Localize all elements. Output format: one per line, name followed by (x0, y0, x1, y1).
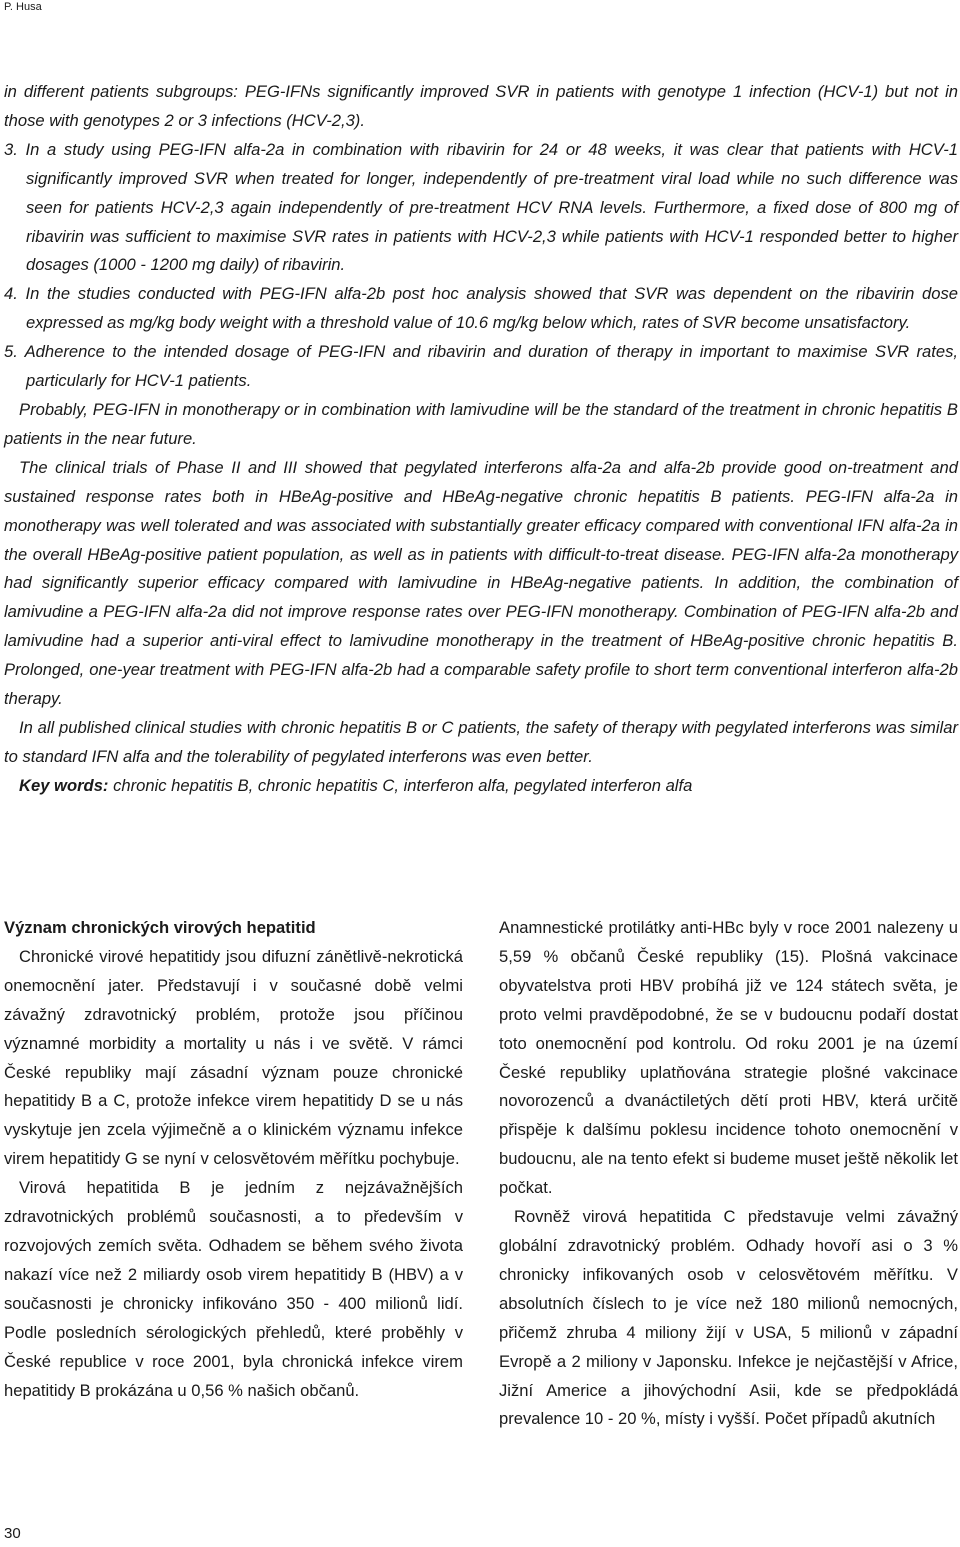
abstract-point-5: 5. Adherence to the intended dosage of PEG-IFN and ribavirin and duration of therapy in important to maximise SVR rates, particularly for HCV-1 patients. (4, 342, 958, 391)
abstract-paragraph-hbv-outlook: Probably, PEG-IFN in monotherapy or in combination with lamivudine will be the standard of the treatment in chronic hepatitis B patients in the near future. (4, 399, 958, 448)
right-paragraph-hepatitis-c: Rovněž virová hepatitida C představuje velmi závažný globální zdravotnický problém. Odhady hovoří asi o 3 % chronicky infikovaných osob v celosvětovém měřítku. V absolutních číslech to je více než 180 milionů nemocných, přičemž zhruba 4 miliony žijí v USA, 5 milionů v západní Evropě a 2 miliony v Japonsku. Infekce je nejčastější v Africe, Jižní Americe a jihovýchodní Asii, kde se předpokládá prevalence 10 - 20 %, místy i vyšší. Počet případů akutních (499, 1207, 958, 1429)
page-number: 30 (4, 1525, 21, 1542)
right-column (499, 914, 958, 1434)
abstract-point-3: 3. In a study using PEG-IFN alfa-2a in combination with ribavirin for 24 or 48 weeks, it was clear that patients with HCV-1 significantly improved SVR when treated for longer, independently of pre-treatment viral load while no such difference was seen for patients HCV-2,3 again independently of pre-treatment HCV RNA levels. Furthermore, a fixed dose of 800 mg of ribavirin was sufficient to maximise SVR rates in patients with HCV-2,3 while patients with HCV-1 responded better to higher dosages (1000 - 1200 mg daily) of ribavirin. (4, 139, 958, 275)
abstract-paragraph-clinical-trials: The clinical trials of Phase II and III showed that pegylated interferons alfa-2a and alfa-2b provide good on-treatment and sustained response rates both in HBeAg-positive and HBeAg-negative chronic hepatitis B patients. PEG-IFN alfa-2a in monotherapy was well tolerated and was associated with substantially greater efficacy compared with conventional IFN alfa-2a in the overall HBeAg-positive patient population, as well as in patients with difficult-to-treat disease. PEG-IFN alfa-2a monotherapy had significantly superior efficacy compared with lamivudine in HBeAg-negative patients. In addition, the combination of lamivudine a PEG-IFN alfa-2a did not improve response rates over PEG-IFN monotherapy. Combination of PEG-IFN alfa-2b and lamivudine had a superior anti-viral effect to lamivudine monotherapy in the treatment of HBeAg-positive chronic hepatitis B. Prolonged, one-year treatment with PEG-IFN alfa-2b had a comparable safety profile to short term conventional interferon alfa-2b therapy. (4, 457, 958, 709)
left-paragraph-chronic-hepatitis: Chronické virové hepatitidy jsou difuzní zánětlivě-nekrotická onemocnění jater. Představují i v současné době velmi závažný zdravotnický problém, protože jsou příčinou významné morbidity a mortality u nás i ve světě. V rámci České republiky mají zásadní význam pouze chronické hepatitidy B a C, protože infekce virem hepatitidy D se u nás vyskytuje jen zcela výjimečně a o klinickém významu infekce virem hepatitidy G se nyní v celosvětovém měřítku pochybuje. (4, 946, 463, 1169)
left-column (4, 914, 463, 1405)
keywords-list: chronic hepatitis B, chronic hepatitis C, interferon alfa, pegylated interferon alfa (108, 775, 693, 795)
right-paragraph-anti-hbc: Anamnestické protilátky anti-HBc byly v roce 2001 nalezeny u 5,59 % občanů České republiky (15). Plošná vakcinace obyvatelstva proti HBV probíhá již ve 124 státech světa, je proto velmi pravděpodobné, že se v budoucnu podaří dostat toto onemocnění pod kontrolu. Od roku 2001 je na území České republiky uplatňována strategie plošné vakcinace novorozenců a dvanáctiletých dětí proti HBV, která určitě přispěje k dalšímu poklesu incidence tohoto onemocnění v budoucnu, ale na tento efekt si budeme muset ještě několik let počkat. (499, 918, 958, 1198)
section-heading: Význam chronických virových hepatitid (4, 918, 316, 937)
abstract-paragraph-genotypes: in different patients subgroups: PEG-IFNs significantly improved SVR in patients with genotype 1 infection (HCV-1) but not in those with genotypes 2 or 3 infections (HCV-2,3). (4, 82, 958, 130)
keywords-line (4, 772, 958, 801)
english-abstract (4, 78, 958, 801)
abstract-point-4: 4. In the studies conducted with PEG-IFN alfa-2b post hoc analysis showed that SVR was dependent on the ribavirin dose expressed as mg/kg body weight with a threshold value of 10.6 mg/kg below which, rates of SVR become unsatisfactory. (4, 284, 958, 333)
running-head: P. Husa (4, 1, 42, 13)
abstract-paragraph-safety: In all published clinical studies with chronic hepatitis B or C patients, the safety of therapy with pegylated interferons was similar to standard IFN alfa and the tolerability of pegylated interferons was even better. (4, 717, 958, 766)
left-paragraph-hepatitis-b: Virová hepatitida B je jedním z nejzávažnějších zdravotnických problémů současnosti, a to především v rozvojových zemích světa. Odhadem se během svého života nakazí více než 2 miliardy osob virem hepatitidy B (HBV) a v současnosti je chronicky infikováno 350 - 400 milionů lidí. Podle posledních sérologických přehledů, které proběhly v České republice v roce 2001, byla chronická infekce virem hepatitidy B prokázána u 0,56 % našich občanů. (4, 1178, 463, 1400)
keywords-label: Key words: (19, 775, 109, 795)
